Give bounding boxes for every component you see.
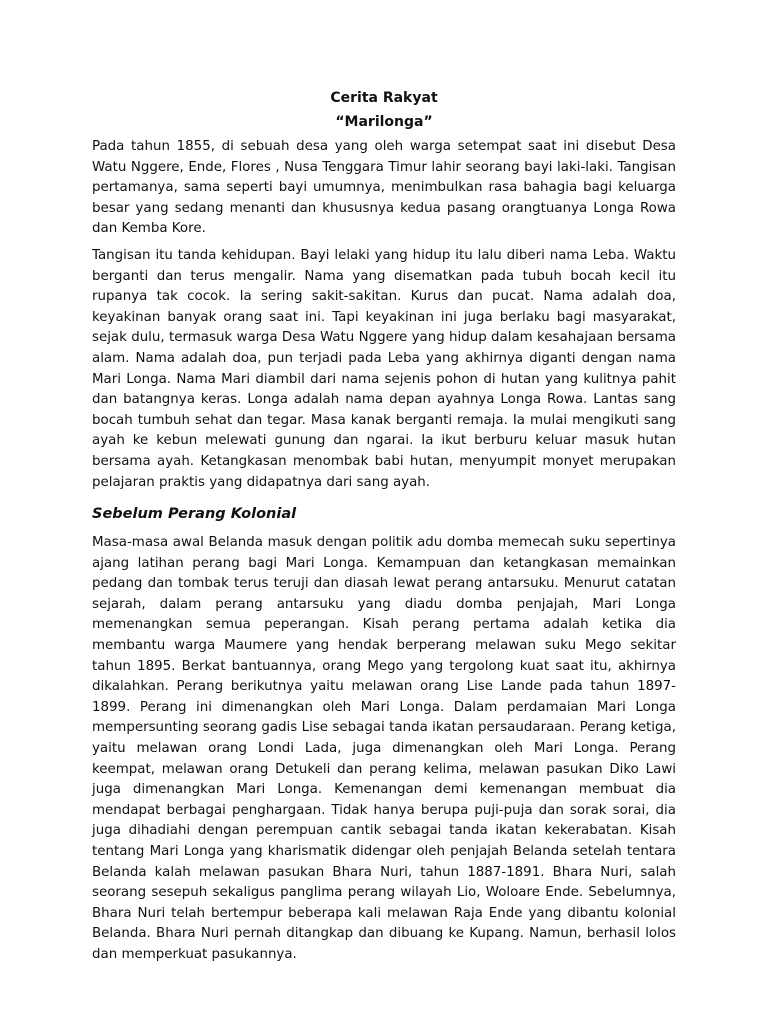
document-page (92, 88, 676, 972)
document-title: Cerita Rakyat (330, 90, 438, 106)
paragraph-birth: Pada tahun 1855, di sebuah desa yang oleh warga setempat saat ini disebut Desa Watu Nggere, Ende, Flores , Nusa Tenggara Timur lahir seorang bayi laki-laki. Tangisan pertamanya, sama seperti bayi umumnya, menimbulkan rasa bahagia bagi keluarga besar yang sedang menanti dan khususnya kedua pasang orangtuanya Longa Rowa dan Kemba Kore. (92, 139, 676, 237)
paragraph-wars: Masa-masa awal Belanda masuk dengan politik adu domba memecah suku sepertinya ajang latihan perang bagi Mari Longa. Kemampuan dan ketangkasan memainkan pedang dan tombak terus teruji dan diasah lewat perang antarsuku. Menurut catatan sejarah, dalam perang antarsuku yang diadu domba penjajah, Mari Longa memenangkan semua peperangan. Kisah perang pertama adalah ketika dia membantu warga Maumere yang hendak berperang melawan suku Mego sekitar tahun 1895. Berkat bantuannya, orang Mego yang tergolong kuat saat itu, akhirnya dikalahkan. Perang berikutnya yaitu melawan orang Lise Lande pada tahun 1897-1899. Perang ini dimenangkan oleh Mari Longa. Dalam perdamaian Mari Longa mempersunting seorang gadis Lise sebagai tanda ikatan persaudaraan. Perang ketiga, yaitu melawan orang Londi Lada, juga dimenangkan oleh Mari Longa. Perang keempat, melawan orang Detukeli dan perang kelima, melawan pasukan Diko Lawi juga dimenangkan Mari Longa. Kemenangan demi kemenangan membuat dia mendapat berbagai penghargaan. Tidak hanya berupa puji-puja dan sorak sorai, dia juga dihadiahi dengan perempuan cantik sebagai tanda ikatan kekerabatan. Kisah tentang Mari Longa yang kharismatik didengar oleh penjajah Belanda setelah tentara Belanda kalah melawan pasukan Bhara Nuri, tahun 1887-1891. Bhara Nuri, salah seorang sesepuh sekaligus panglima perang wilayah Lio, Woloare Ende. Sebelumnya, Bhara Nuri telah bertempur beberapa kali melawan Raja Ende yang dibantu kolonial Belanda. Bhara Nuri pernah ditangkap dan dibuang ke Kupang. Namun, berhasil lolos dan memperkuat pasukannya. (92, 535, 676, 962)
section-heading: Sebelum Perang Kolonial (92, 506, 297, 523)
paragraph-childhood: Tangisan itu tanda kehidupan. Bayi lelaki yang hidup itu lalu diberi nama Leba. Waktu berganti dan terus mengalir. Nama yang disematkan pada tubuh bocah kecil itu rupanya tak cocok. Ia sering sakit-sakitan. Kurus dan pucat. Nama adalah doa, keyakinan banyak orang saat ini. Tapi keyakinan ini juga berlaku bagi masyarakat, sejak dulu, termasuk warga Desa Watu Nggere yang hidup dalam kesahajaan bersama alam. Nama adalah doa, pun terjadi pada Leba yang akhirnya diganti dengan nama Mari Longa. Nama Mari diambil dari nama sejenis pohon di hutan yang kulitnya pahit dan batangnya keras. Longa adalah nama depan ayahnya Longa Rowa. Lantas sang bocah tumbuh sehat dan tegar. Masa kanak berganti remaja. Ia mulai mengikuti sang ayah ke kebun melewati gunung dan ngarai. Ia ikut berburu keluar masuk hutan bersama ayah. Ketangkasan menombak babi hutan, menyumpit monyet merupakan pelajaran praktis yang didapatnya dari sang ayah. (92, 247, 676, 490)
story-title: “Marilonga” (335, 114, 433, 130)
